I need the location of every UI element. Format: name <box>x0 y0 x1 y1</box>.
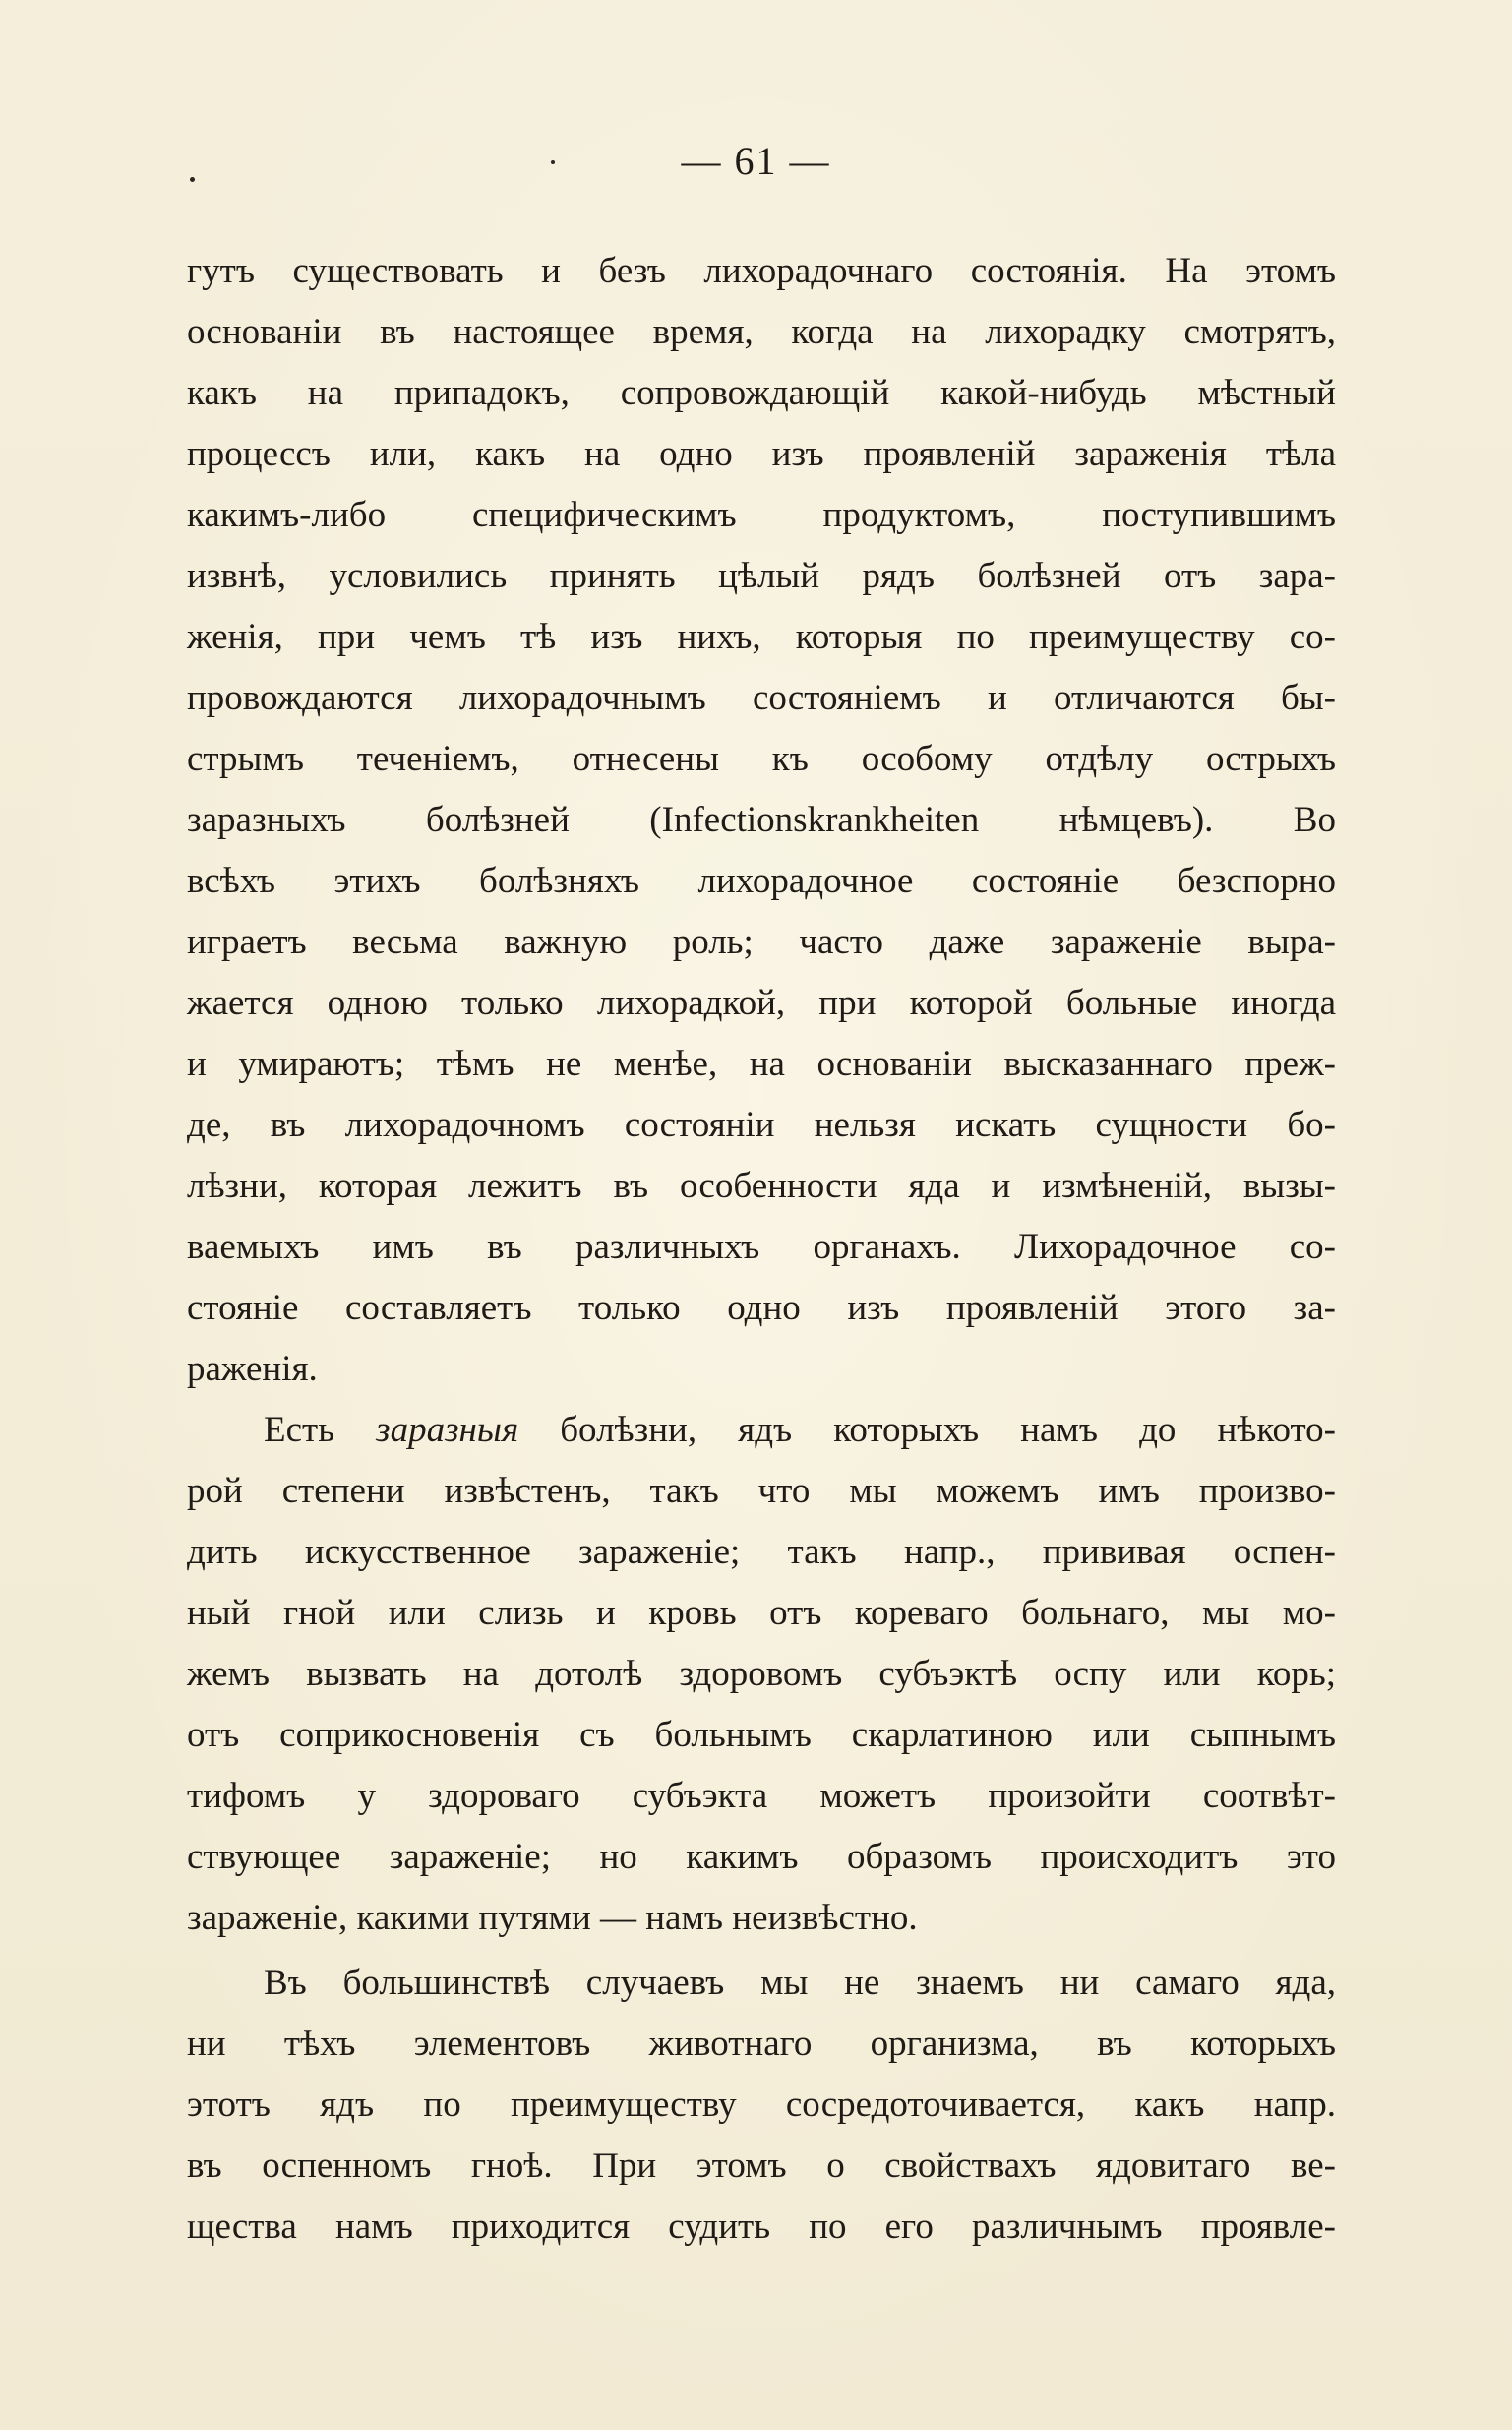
text-line: рой степени извѣстенъ, такъ что мы можемъ имъ произво- <box>187 1471 1336 1511</box>
paragraph-3 <box>187 1953 1336 2258</box>
text-line: отъ соприкосновенія съ больнымъ скарлатиною или сыпнымъ <box>187 1715 1336 1755</box>
text-line: раженія. <box>187 1349 318 1389</box>
text-line: ный гной или слизь и кровь отъ кореваго больнаго, мы мо- <box>187 1593 1336 1633</box>
text-run: Есть <box>264 1410 377 1450</box>
italic-word: заразныя <box>376 1410 519 1450</box>
text-line: жемъ вызвать на дотолѣ здоровомъ субъэктѣ оспу или корь; <box>187 1654 1336 1694</box>
text-line: играетъ весьма важную роль; часто даже зараженіе выра- <box>187 922 1336 962</box>
text-run: болѣзни, ядъ которыхъ намъ до нѣкото- <box>518 1410 1336 1450</box>
text-line: заразныхъ болѣзней (Infectionskrankheiten нѣмцевъ). Во <box>187 800 1336 840</box>
text-line: тифомъ у здороваго субъэкта можетъ произойти соотвѣт- <box>187 1776 1336 1816</box>
text-line: стояніе составляетъ только одно изъ проявленій этого за- <box>187 1288 1336 1328</box>
paragraph-1 <box>187 241 1336 1400</box>
text-line: ваемыхъ имъ въ различныхъ органахъ. Лихорадочное со- <box>187 1227 1336 1267</box>
text-line: дить искусственное зараженіе; такъ напр., прививая оспен- <box>187 1532 1336 1572</box>
text-line: гутъ существовать и безъ лихорадочнаго состоянія. На этомъ <box>187 251 1336 291</box>
text-line: провождаются лихорадочнымъ состояніемъ и отличаются бы- <box>187 678 1336 718</box>
text-line: какимъ-либо специфическимъ продуктомъ, поступившимъ <box>187 495 1336 535</box>
text-line: всѣхъ этихъ болѣзняхъ лихорадочное состояніе безспорно <box>187 861 1336 901</box>
text-line: какъ на припадокъ, сопровождающій какой-нибудь мѣстный <box>187 373 1336 413</box>
text-line: извнѣ, условились принять цѣлый рядъ болѣзней отъ зара- <box>187 556 1336 596</box>
text-line: основаніи въ настоящее время, когда на лихорадку смотрятъ, <box>187 312 1336 352</box>
text-line: этотъ ядъ по преимуществу сосредоточивается, какъ напр. <box>187 2085 1336 2125</box>
text-line: де, въ лихорадочномъ состояніи нельзя искать сущности бо- <box>187 1105 1336 1145</box>
text-line: щества намъ приходится судить по его различнымъ проявле- <box>187 2207 1336 2247</box>
text-line: женія, при чемъ тѣ изъ нихъ, которыя по преимуществу со- <box>187 617 1336 657</box>
text-line: ствующее зараженіе; но какимъ образомъ происходитъ это <box>187 1837 1336 1877</box>
page-number-header: — 61 — <box>681 139 831 183</box>
text-line: стрымъ теченіемъ, отнесены къ особому отдѣлу острыхъ <box>187 739 1336 779</box>
text-line: лѣзни, которая лежитъ въ особенности яда и измѣненій, вызы- <box>187 1166 1336 1206</box>
paragraph-2 <box>187 1400 1336 1949</box>
text-line: ни тѣхъ элементовъ животнаго организма, въ которыхъ <box>187 2024 1336 2064</box>
text-line: въ оспенномъ гноѣ. При этомъ о свойствахъ ядовитаго ве- <box>187 2146 1336 2186</box>
text-line: и умираютъ; тѣмъ не менѣе, на основаніи высказаннаго преж- <box>187 1044 1336 1084</box>
text-line: процессъ или, какъ на одно изъ проявленій зараженія тѣла <box>187 434 1336 474</box>
text-line: зараженіе, какими путями — намъ неизвѣстно. <box>187 1898 918 1938</box>
text-line: жается одною только лихорадкой, при которой больные иногда <box>187 983 1336 1023</box>
text-line: Въ большинствѣ случаевъ мы не знаемъ ни самаго яда, <box>264 1963 1336 2003</box>
text-line-first <box>187 1400 1336 1461</box>
body-text <box>187 241 1336 2258</box>
